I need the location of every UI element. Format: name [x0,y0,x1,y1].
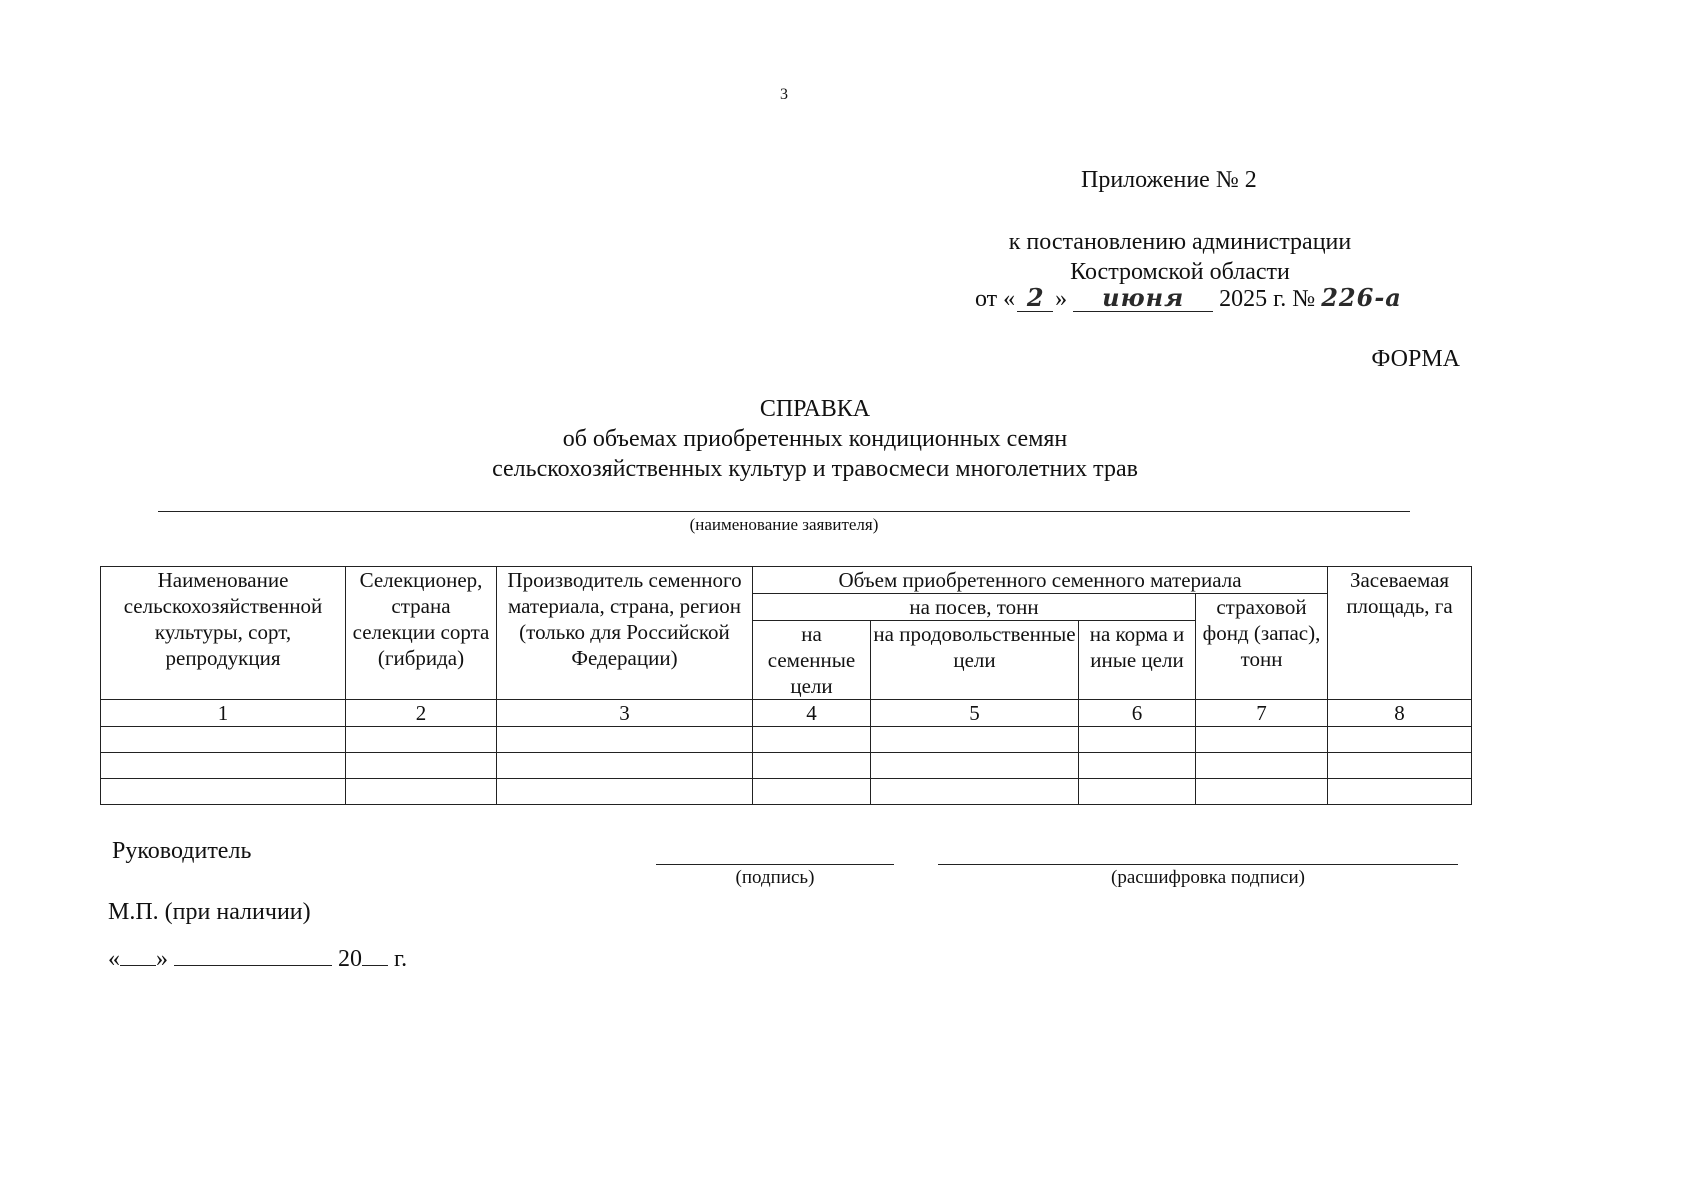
date-close-quote: » [156,946,168,972]
appendix-title: Приложение № 2 [1081,167,1257,193]
decree-date-line [975,285,1402,313]
signature-caption: (подпись) [735,867,815,888]
column-number: 1 [101,700,346,727]
doc-subtitle-2: сельскохозяйственных культур и травосмеси многолетних трав [492,456,1138,482]
table-cell [497,779,753,805]
column-number: 3 [497,700,753,727]
table-cell [1079,753,1196,779]
signature-line [656,864,894,865]
header-sowing: на посев, тонн [753,594,1196,621]
date-prefix: от « [975,286,1016,312]
header-seed: на семенные цели [753,621,871,700]
table-cell [1328,727,1472,753]
column-number-row [101,700,1472,727]
table-cell [871,779,1079,805]
table-cell [497,727,753,753]
header-row-1 [101,567,1472,594]
table-cell [101,779,346,805]
table-row [101,779,1472,805]
date-year-prefix: 20 [338,946,362,972]
table-cell [1196,727,1328,753]
header-food: на продовольственные цели [871,621,1079,700]
table-cell [346,753,497,779]
table-row [101,753,1472,779]
handwritten-month: июня [1073,285,1213,312]
date-open-quote: « [108,946,120,972]
header-reserve: страховой фонд (запас), тонн [1196,594,1328,700]
signature-decode-caption: (расшифровка подписи) [1111,867,1305,888]
year-blank [362,945,388,966]
applicant-caption: (наименование заявителя) [689,515,879,534]
day-blank [120,945,156,966]
header-crop: Наименование сельскохозяйственной культуры, сорт, репродукция [101,567,346,700]
date-line [108,945,407,973]
table-cell [1328,753,1472,779]
handwritten-decree-number: 226-а [1321,283,1402,312]
doc-subtitle-1: об объемах приобретенных кондиционных семян [562,426,1068,452]
column-number: 5 [871,700,1079,727]
head-label: Руководитель [112,838,252,864]
table-cell [1328,779,1472,805]
month-blank [174,945,332,966]
decree-line-2: Костромской области [1070,259,1290,285]
decree-line-1: к постановлению администрации [1008,229,1352,255]
table-cell [1196,753,1328,779]
table-cell [1079,727,1196,753]
signature-decode-line [938,864,1458,865]
doc-title: СПРАВКА [759,396,871,422]
header-area: Засеваемая площадь, га [1328,567,1472,700]
column-number: 4 [753,700,871,727]
page-number: 3 [780,86,788,103]
date-suffix: г. [394,946,408,972]
table-cell [871,727,1079,753]
column-number: 2 [346,700,497,727]
form-label: ФОРМА [1371,346,1460,372]
table-row [101,727,1472,753]
column-number: 7 [1196,700,1328,727]
table-cell [1079,779,1196,805]
table-cell [753,727,871,753]
table-cell [101,727,346,753]
header-volume: Объем приобретенного семенного материала [753,567,1328,594]
handwritten-day: 2 [1017,285,1053,312]
table-cell [753,779,871,805]
table-cell [871,753,1079,779]
table-cell [346,779,497,805]
date-year: 2025 г. № [1219,286,1316,312]
table-cell [101,753,346,779]
table-cell [1196,779,1328,805]
stamp-label: М.П. (при наличии) [108,899,311,925]
column-number: 6 [1079,700,1196,727]
applicant-name-line [158,511,1410,512]
column-number: 8 [1328,700,1472,727]
table-cell [753,753,871,779]
seed-volume-table [100,566,1472,805]
table-cell [346,727,497,753]
date-mid: » [1055,286,1068,312]
header-feed: на корма и иные цели [1079,621,1196,700]
table-cell [497,753,753,779]
header-producer: Производитель семенного материала, страна, регион (только для Российской Федерации) [497,567,753,700]
header-breeder: Селекционер, страна селекции сорта (гибрида) [346,567,497,700]
